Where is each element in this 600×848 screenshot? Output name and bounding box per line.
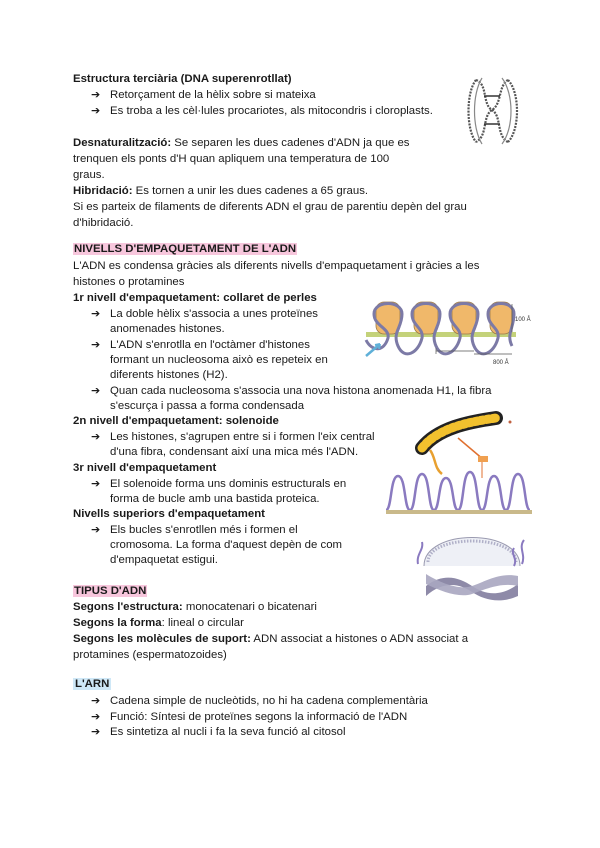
- bullet-arrow-icon: ➔: [91, 308, 101, 320]
- tipus-r2-label: Segons la forma: [73, 617, 162, 629]
- tipus-row-3b: protamines (espermatozoides): [73, 649, 227, 661]
- terciaria-heading: Estructura terciària (DNA superenrotllat): [73, 73, 292, 85]
- hibrid-line: [73, 184, 368, 199]
- tipus-r3-text: ADN associat a histones o ADN associat a: [250, 633, 469, 645]
- tipus-row-2: [73, 616, 244, 631]
- bullet-arrow-icon: ➔: [91, 89, 101, 101]
- terciaria-bullet-1: Retorçament de la hèlix sobre si mateixa: [110, 89, 316, 101]
- bullet-arrow-icon: ➔: [91, 385, 101, 397]
- desnat-line-1: [73, 136, 410, 151]
- n3-heading: 3r nivell d'empaquetament: [73, 462, 217, 474]
- arn-bullet-1: Cadena simple de nucleòtids, no hi ha cadena complementària: [110, 695, 428, 707]
- arn-title-text: L'ARN: [75, 678, 110, 690]
- desnat-label: Desnaturalització:: [73, 137, 172, 149]
- n4-heading: Nivells superiors d'empaquetament: [73, 508, 265, 520]
- n4-b1b: cromosoma. La forma d'aquest depèn de com: [110, 539, 343, 551]
- n1-b2b: formant un nucleosoma això es repeteix en: [110, 354, 328, 366]
- nivells-title-text: NIVELLS D'EMPAQUETAMENT DE L'ADN: [74, 243, 297, 255]
- bullet-arrow-icon: ➔: [91, 711, 101, 723]
- bullet-arrow-icon: ➔: [91, 431, 101, 443]
- tipus-title: [73, 584, 147, 599]
- n1-heading: 1r nivell d'empaquetament: collaret de perles: [73, 292, 317, 304]
- tipus-r2-text: : lineal o circular: [161, 617, 244, 629]
- tipus-row-1: [73, 600, 317, 615]
- hibrid-label: Hibridació:: [73, 185, 133, 197]
- bullet-arrow-icon: ➔: [91, 105, 101, 117]
- bullet-arrow-icon: ➔: [91, 478, 101, 490]
- n3-b1b: forma de bucle amb una bastida proteica.: [110, 493, 320, 505]
- fig-label-100: 100 Å: [515, 317, 531, 323]
- n1-b2c: diferents histones (H2).: [110, 369, 228, 381]
- n1-b1b: anomenades histones.: [110, 323, 225, 335]
- parentiu-line-2: d'hibridació.: [73, 217, 134, 229]
- tipus-row-3: [73, 632, 468, 647]
- n3-b1a: El solenoide forma uns dominis estructurals en: [110, 478, 347, 490]
- n2-b1b: d'una fibra, condensant així una mica més l'ADN.: [110, 446, 359, 458]
- n2-heading: 2n nivell d'empaquetament: solenoide: [73, 415, 279, 427]
- nucleosome-figure: [362, 292, 531, 378]
- supercoiled-dna-figure: [462, 74, 524, 148]
- nivells-intro-1: L'ADN es condensa gràcies als diferents nivells d'empaquetament i gràcies a les: [73, 260, 480, 272]
- fig-label-800: 800 Å: [493, 360, 509, 366]
- hibrid-text: Es tornen a unir les dues cadenes a 65 graus.: [132, 185, 369, 197]
- nivells-title: [73, 242, 297, 257]
- desnat-line-2: trenquen els ponts d'H quan apliquem una temperatura de 100: [73, 153, 390, 165]
- loop-domains-figure: [386, 466, 532, 516]
- n2-b1a: Les histones, s'agrupen entre si i formen l'eix central: [110, 431, 375, 443]
- nivells-intro-2: histones o protamines: [73, 276, 185, 288]
- terciaria-bullet-2: Es troba a les cèl·lules procariotes, als mitocondris i cloroplasts.: [110, 105, 433, 117]
- bullet-arrow-icon: ➔: [91, 695, 101, 707]
- n4-b1c: d'empaquetat estigui.: [110, 554, 218, 566]
- parentiu-line-1: Si es parteix de filaments de diferents ADN el grau de parentiu depèn del grau: [73, 201, 467, 213]
- arn-bullet-2: Funció: Síntesi de proteïnes segons la informació de l'ADN: [110, 711, 408, 723]
- tipus-r1-text: monocatenari o bicatenari: [182, 601, 317, 613]
- tipus-title-text: TIPUS D'ADN: [74, 585, 147, 597]
- n1-b1a: La doble hèlix s'associa a unes proteïnes: [110, 308, 318, 320]
- desnat-line-3: graus.: [73, 169, 105, 181]
- bullet-arrow-icon: ➔: [91, 726, 101, 738]
- n1-b3a: Quan cada nucleosoma s'associa una nova histona anomenada H1, la fibra: [110, 385, 492, 397]
- arn-bullet-3: Es sintetiza al nucli i fa la seva funció al citosol: [110, 726, 346, 738]
- tipus-r3-label: Segons les molècules de suport:: [73, 633, 251, 645]
- arn-title: [73, 677, 111, 692]
- n4-b1a: Els bucles s'enrotllen més i formen el: [110, 524, 298, 536]
- n1-b2a: L'ADN s'enrotlla en l'octàmer d'histones: [110, 339, 310, 351]
- n1-b3b: s'escurça i passa a forma condensada: [110, 400, 305, 412]
- chromosome-figure: [414, 524, 530, 602]
- tipus-r1-label: Segons l'estructura:: [73, 601, 183, 613]
- bullet-arrow-icon: ➔: [91, 524, 101, 536]
- bullet-arrow-icon: ➔: [91, 339, 101, 351]
- desnat-text-1: Se separen les dues cadenes d'ADN ja que es: [171, 137, 410, 149]
